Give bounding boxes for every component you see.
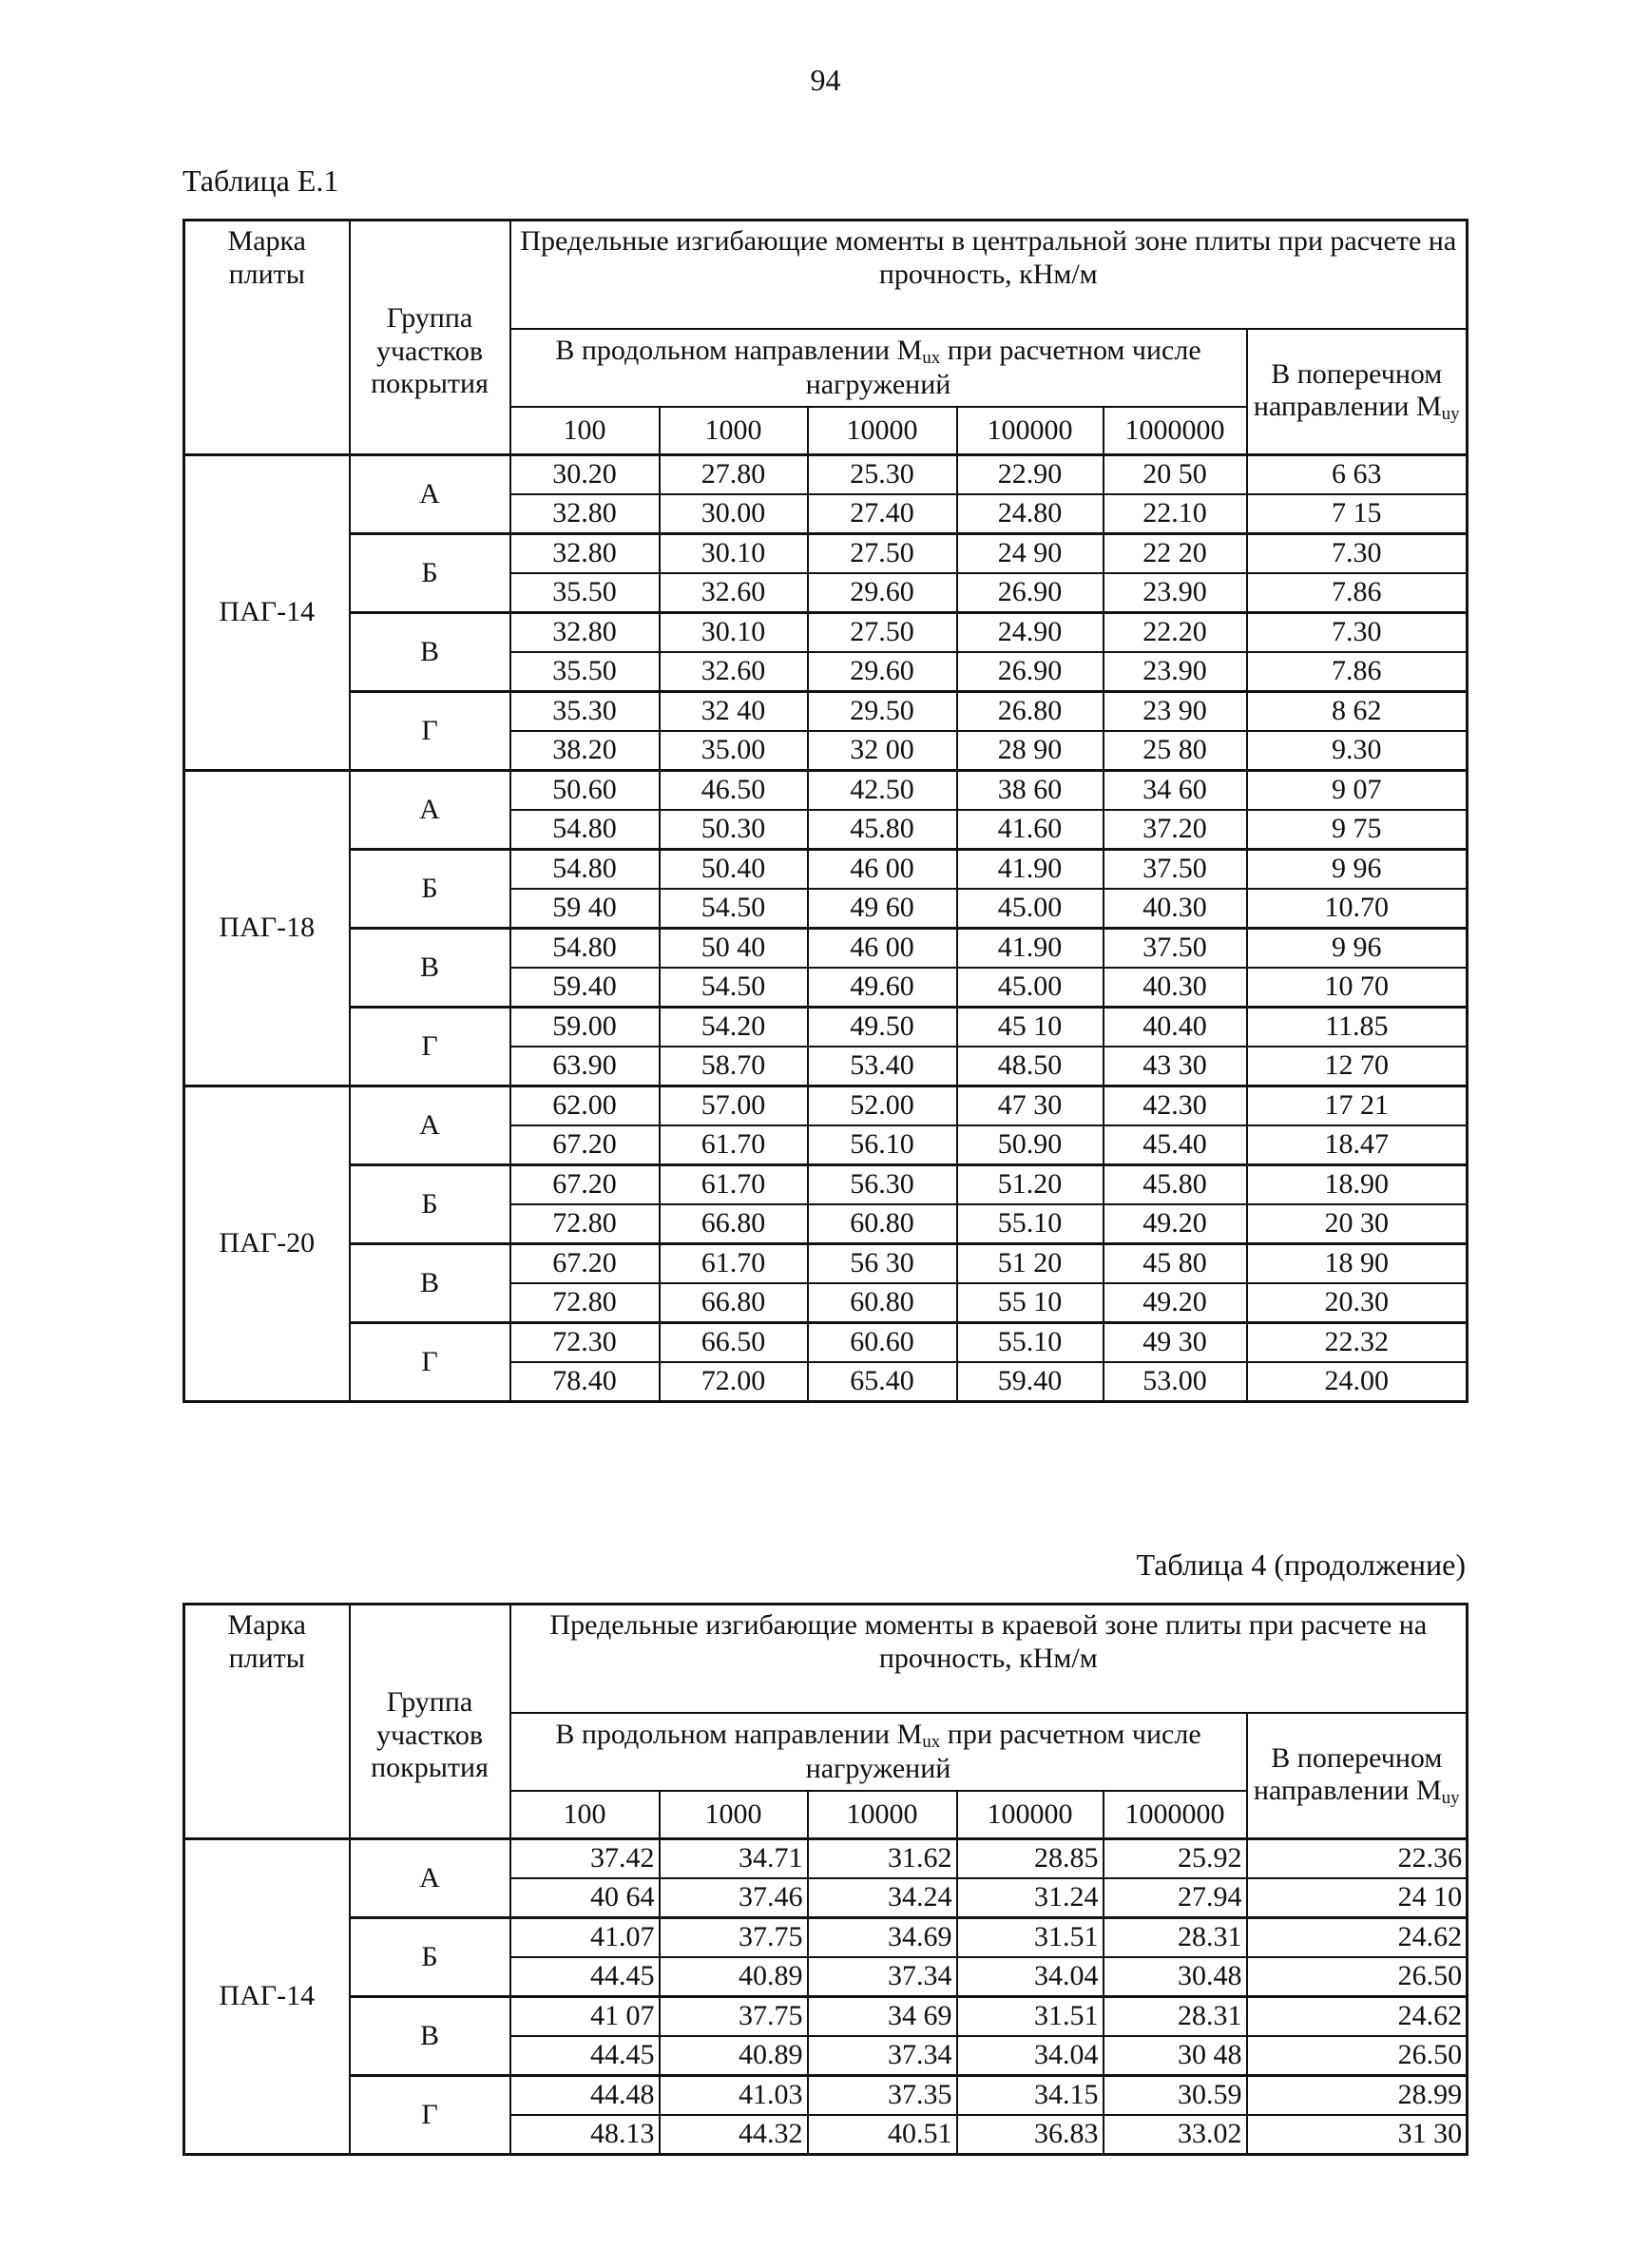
value-cell: 25 80 xyxy=(1104,731,1247,771)
value-cell: 52.00 xyxy=(808,1086,957,1126)
transverse-label: В поперечном направлении M xyxy=(1253,1741,1443,1807)
value-cell: 28.99 xyxy=(1247,2076,1468,2116)
value-cell: 56.30 xyxy=(808,1165,957,1205)
subscript: uy xyxy=(1441,404,1460,425)
value-cell: 41.03 xyxy=(660,2076,808,2116)
value-cell: 37.50 xyxy=(1104,850,1247,890)
value-cell: 34.24 xyxy=(808,1878,957,1918)
value-cell: 34 69 xyxy=(808,1997,957,2037)
value-cell: 7.86 xyxy=(1247,573,1468,613)
value-cell: 23.90 xyxy=(1104,573,1247,613)
table-row xyxy=(184,1839,1468,1879)
cycles-header: 1000 xyxy=(660,407,808,455)
value-cell: 31.24 xyxy=(957,1878,1104,1918)
value-cell: 51 20 xyxy=(957,1244,1104,1284)
value-cell: 37.75 xyxy=(660,1918,808,1958)
value-cell: 30.00 xyxy=(660,494,808,534)
value-cell: 31.62 xyxy=(808,1839,957,1879)
value-cell: 32.60 xyxy=(660,573,808,613)
value-cell: 37.34 xyxy=(808,2036,957,2076)
value-cell: 26.80 xyxy=(957,692,1104,732)
cycles-header: 1000000 xyxy=(1104,1791,1247,1839)
value-cell: 50.30 xyxy=(660,810,808,850)
value-cell: 61.70 xyxy=(660,1244,808,1284)
group-cell: Б xyxy=(350,1918,510,1997)
moments-table-edge xyxy=(182,1603,1469,2156)
value-cell: 29.50 xyxy=(808,692,957,732)
brand-header: Марка плиты xyxy=(184,1605,350,1839)
value-cell: 49 30 xyxy=(1104,1323,1247,1363)
value-cell: 58.70 xyxy=(660,1047,808,1086)
value-cell: 42.50 xyxy=(808,771,957,811)
cycles-header: 1000000 xyxy=(1104,407,1247,455)
group-header: Группа участков покрытия xyxy=(350,221,510,455)
value-cell: 18 90 xyxy=(1247,1244,1468,1284)
value-cell: 45.80 xyxy=(808,810,957,850)
subscript: ux xyxy=(922,1731,941,1752)
value-cell: 48.13 xyxy=(510,2115,660,2155)
value-cell: 22.36 xyxy=(1247,1839,1468,1879)
value-cell: 30.48 xyxy=(1104,1957,1247,1997)
value-cell: 37.75 xyxy=(660,1997,808,2037)
value-cell: 50.90 xyxy=(957,1125,1104,1165)
value-cell: 54.80 xyxy=(510,810,660,850)
value-cell: 53.40 xyxy=(808,1047,957,1086)
value-cell: 60.80 xyxy=(808,1283,957,1323)
value-cell: 27.50 xyxy=(808,534,957,574)
group-cell: Г xyxy=(350,1323,510,1402)
value-cell: 62.00 xyxy=(510,1086,660,1126)
value-cell: 44.48 xyxy=(510,2076,660,2116)
value-cell: 59.00 xyxy=(510,1008,660,1048)
value-cell: 17 21 xyxy=(1247,1086,1468,1126)
value-cell: 26.90 xyxy=(957,573,1104,613)
value-cell: 54.50 xyxy=(660,968,808,1008)
value-cell: 31 30 xyxy=(1247,2115,1468,2155)
value-cell: 41 07 xyxy=(510,1997,660,2037)
cycles-header: 1000 xyxy=(660,1791,808,1839)
value-cell: 45 80 xyxy=(1104,1244,1247,1284)
value-cell: 66.80 xyxy=(660,1204,808,1244)
value-cell: 49.50 xyxy=(808,1008,957,1048)
value-cell: 56 30 xyxy=(808,1244,957,1284)
group-header: Группа участков покрытия xyxy=(350,1605,510,1839)
brand-header: Марка плиты xyxy=(184,221,350,455)
value-cell: 30.10 xyxy=(660,613,808,653)
value-cell: 45.80 xyxy=(1104,1165,1247,1205)
value-cell: 61.70 xyxy=(660,1165,808,1205)
value-cell: 27.40 xyxy=(808,494,957,534)
group-cell: А xyxy=(350,771,510,850)
value-cell: 60.60 xyxy=(808,1323,957,1363)
value-cell: 7 15 xyxy=(1247,494,1468,534)
value-cell: 24.80 xyxy=(957,494,1104,534)
value-cell: 23 90 xyxy=(1104,692,1247,732)
value-cell: 44.45 xyxy=(510,2036,660,2076)
value-cell: 22.10 xyxy=(1104,494,1247,534)
value-cell: 44.32 xyxy=(660,2115,808,2155)
value-cell: 31.51 xyxy=(957,1997,1104,2037)
value-cell: 9 96 xyxy=(1247,850,1468,890)
brand-cell: ПАГ-14 xyxy=(184,1839,350,2155)
value-cell: 49.20 xyxy=(1104,1283,1247,1323)
value-cell: 66.50 xyxy=(660,1323,808,1363)
brand-cell: ПАГ-18 xyxy=(184,771,350,1086)
table-row xyxy=(184,1918,1468,1958)
table-caption: Таблица 4 (продолжение) xyxy=(1136,1547,1466,1582)
value-cell: 34.69 xyxy=(808,1918,957,1958)
value-cell: 27.94 xyxy=(1104,1878,1247,1918)
value-cell: 54.50 xyxy=(660,889,808,929)
header-row xyxy=(184,1605,1468,1714)
transverse-label: В поперечном направлении M xyxy=(1253,357,1443,423)
value-cell: 40.89 xyxy=(660,1957,808,1997)
value-cell: 59.40 xyxy=(510,968,660,1008)
value-cell: 7.86 xyxy=(1247,652,1468,692)
value-cell: 51.20 xyxy=(957,1165,1104,1205)
value-cell: 56.10 xyxy=(808,1125,957,1165)
value-cell: 28 90 xyxy=(957,731,1104,771)
value-cell: 30.20 xyxy=(510,455,660,495)
value-cell: 66.80 xyxy=(660,1283,808,1323)
value-cell: 22.32 xyxy=(1247,1323,1468,1363)
value-cell: 35.50 xyxy=(510,573,660,613)
table-row xyxy=(184,2076,1468,2116)
value-cell: 35.50 xyxy=(510,652,660,692)
value-cell: 34.15 xyxy=(957,2076,1104,2116)
value-cell: 8 62 xyxy=(1247,692,1468,732)
value-cell: 41.90 xyxy=(957,929,1104,969)
moments-table-central xyxy=(182,219,1469,1403)
value-cell: 24 90 xyxy=(957,534,1104,574)
table-row xyxy=(184,1997,1468,2037)
cycles-header: 100 xyxy=(510,407,660,455)
subscript: uy xyxy=(1441,1788,1460,1809)
value-cell: 49.20 xyxy=(1104,1204,1247,1244)
brand-cell: ПАГ-14 xyxy=(184,455,350,771)
main-header: Предельные изгибающие моменты в центральной зоне плиты при расчете на прочность, кНм/м xyxy=(510,221,1468,330)
table-row xyxy=(184,1323,1468,1363)
value-cell: 48.50 xyxy=(957,1047,1104,1086)
value-cell: 50.40 xyxy=(660,850,808,890)
value-cell: 35.00 xyxy=(660,731,808,771)
value-cell: 9.30 xyxy=(1247,731,1468,771)
value-cell: 40.30 xyxy=(1104,968,1247,1008)
value-cell: 67.20 xyxy=(510,1125,660,1165)
value-cell: 34.04 xyxy=(957,1957,1104,1997)
value-cell: 10 70 xyxy=(1247,968,1468,1008)
value-cell: 34.04 xyxy=(957,2036,1104,2076)
value-cell: 29.60 xyxy=(808,573,957,613)
value-cell: 6 63 xyxy=(1247,455,1468,495)
table-row xyxy=(184,771,1468,811)
table-row xyxy=(184,850,1468,890)
value-cell: 25.92 xyxy=(1104,1839,1247,1879)
group-cell: А xyxy=(350,1086,510,1165)
table-row xyxy=(184,613,1468,653)
value-cell: 65.40 xyxy=(808,1362,957,1402)
value-cell: 24.62 xyxy=(1247,1997,1468,2037)
value-cell: 40 64 xyxy=(510,1878,660,1918)
value-cell: 40.51 xyxy=(808,2115,957,2155)
value-cell: 38.20 xyxy=(510,731,660,771)
value-cell: 67.20 xyxy=(510,1165,660,1205)
cycles-header: 10000 xyxy=(808,407,957,455)
value-cell: 72.00 xyxy=(660,1362,808,1402)
group-cell: В xyxy=(350,1997,510,2076)
group-cell: Б xyxy=(350,534,510,613)
value-cell: 45.00 xyxy=(957,889,1104,929)
value-cell: 45.40 xyxy=(1104,1125,1247,1165)
value-cell: 9 75 xyxy=(1247,810,1468,850)
value-cell: 22.90 xyxy=(957,455,1104,495)
main-header: Предельные изгибающие моменты в краевой зоне плиты при расчете на прочность, кНм/м xyxy=(510,1605,1468,1714)
value-cell: 55.10 xyxy=(957,1204,1104,1244)
value-cell: 37.42 xyxy=(510,1839,660,1879)
value-cell: 46 00 xyxy=(808,929,957,969)
value-cell: 50.60 xyxy=(510,771,660,811)
longitudinal-label: В продольном направлении M xyxy=(555,334,923,366)
table-row xyxy=(184,1008,1468,1048)
table-row xyxy=(184,1244,1468,1284)
table-caption: Таблица Е.1 xyxy=(182,163,339,198)
value-cell: 32.80 xyxy=(510,534,660,574)
value-cell: 20 30 xyxy=(1247,1204,1468,1244)
value-cell: 18.90 xyxy=(1247,1165,1468,1205)
group-cell: Г xyxy=(350,2076,510,2155)
value-cell: 9 96 xyxy=(1247,929,1468,969)
value-cell: 61.70 xyxy=(660,1125,808,1165)
longitudinal-header xyxy=(510,1713,1247,1791)
value-cell: 11.85 xyxy=(1247,1008,1468,1048)
value-cell: 72.80 xyxy=(510,1283,660,1323)
group-cell: Г xyxy=(350,692,510,771)
subscript: ux xyxy=(922,347,941,368)
value-cell: 24.90 xyxy=(957,613,1104,653)
table-row xyxy=(184,692,1468,732)
group-cell: В xyxy=(350,1244,510,1323)
value-cell: 22.20 xyxy=(1104,613,1247,653)
group-cell: В xyxy=(350,613,510,692)
value-cell: 55.10 xyxy=(957,1323,1104,1363)
value-cell: 28.85 xyxy=(957,1839,1104,1879)
value-cell: 35.30 xyxy=(510,692,660,732)
table-row xyxy=(184,1165,1468,1205)
brand-cell: ПАГ-20 xyxy=(184,1086,350,1402)
table-row xyxy=(184,929,1468,969)
value-cell: 37.35 xyxy=(808,2076,957,2116)
value-cell: 59 40 xyxy=(510,889,660,929)
value-cell: 31.51 xyxy=(957,1918,1104,1958)
value-cell: 28.31 xyxy=(1104,1997,1247,2037)
value-cell: 18.47 xyxy=(1247,1125,1468,1165)
value-cell: 10.70 xyxy=(1247,889,1468,929)
group-cell: Б xyxy=(350,1165,510,1244)
value-cell: 32.80 xyxy=(510,613,660,653)
value-cell: 47 30 xyxy=(957,1086,1104,1126)
value-cell: 45 10 xyxy=(957,1008,1104,1048)
group-cell: А xyxy=(350,455,510,534)
value-cell: 37.34 xyxy=(808,1957,957,1997)
value-cell: 46 00 xyxy=(808,850,957,890)
group-cell: А xyxy=(350,1839,510,1918)
value-cell: 59.40 xyxy=(957,1362,1104,1402)
value-cell: 78.40 xyxy=(510,1362,660,1402)
value-cell: 26.50 xyxy=(1247,2036,1468,2076)
cycles-header: 10000 xyxy=(808,1791,957,1839)
value-cell: 20.30 xyxy=(1247,1283,1468,1323)
value-cell: 43 30 xyxy=(1104,1047,1247,1086)
value-cell: 37.46 xyxy=(660,1878,808,1918)
value-cell: 54.80 xyxy=(510,850,660,890)
value-cell: 40.30 xyxy=(1104,889,1247,929)
value-cell: 49.60 xyxy=(808,968,957,1008)
value-cell: 34.71 xyxy=(660,1839,808,1879)
value-cell: 22 20 xyxy=(1104,534,1247,574)
cycles-header: 100000 xyxy=(957,407,1104,455)
longitudinal-label-suffix: при расчетном числе нагружений xyxy=(805,334,1201,400)
value-cell: 7.30 xyxy=(1247,613,1468,653)
value-cell: 41.07 xyxy=(510,1918,660,1958)
value-cell: 63.90 xyxy=(510,1047,660,1086)
value-cell: 50 40 xyxy=(660,929,808,969)
cycles-header: 100 xyxy=(510,1791,660,1839)
value-cell: 46.50 xyxy=(660,771,808,811)
value-cell: 33.02 xyxy=(1104,2115,1247,2155)
longitudinal-header xyxy=(510,329,1247,407)
value-cell: 32 40 xyxy=(660,692,808,732)
value-cell: 25.30 xyxy=(808,455,957,495)
value-cell: 24.62 xyxy=(1247,1918,1468,1958)
header-row xyxy=(184,221,1468,330)
table-row xyxy=(184,1086,1468,1126)
value-cell: 24.00 xyxy=(1247,1362,1468,1402)
value-cell: 32 00 xyxy=(808,731,957,771)
value-cell: 28.31 xyxy=(1104,1918,1247,1958)
value-cell: 32.60 xyxy=(660,652,808,692)
value-cell: 23.90 xyxy=(1104,652,1247,692)
value-cell: 41.90 xyxy=(957,850,1104,890)
value-cell: 72.30 xyxy=(510,1323,660,1363)
value-cell: 30.10 xyxy=(660,534,808,574)
value-cell: 36.83 xyxy=(957,2115,1104,2155)
value-cell: 67.20 xyxy=(510,1244,660,1284)
value-cell: 53.00 xyxy=(1104,1362,1247,1402)
table-row xyxy=(184,534,1468,574)
value-cell: 30.59 xyxy=(1104,2076,1247,2116)
value-cell: 44.45 xyxy=(510,1957,660,1997)
value-cell: 7.30 xyxy=(1247,534,1468,574)
value-cell: 27.80 xyxy=(660,455,808,495)
value-cell: 54.80 xyxy=(510,929,660,969)
group-cell: В xyxy=(350,929,510,1008)
transverse-header xyxy=(1247,329,1468,455)
longitudinal-label-suffix: при расчетном числе нагружений xyxy=(805,1718,1201,1784)
value-cell: 49 60 xyxy=(808,889,957,929)
group-cell: Б xyxy=(350,850,510,929)
cycles-header: 100000 xyxy=(957,1791,1104,1839)
value-cell: 24 10 xyxy=(1247,1878,1468,1918)
value-cell: 38 60 xyxy=(957,771,1104,811)
value-cell: 37.50 xyxy=(1104,929,1247,969)
longitudinal-label: В продольном направлении M xyxy=(555,1718,923,1750)
value-cell: 34 60 xyxy=(1104,771,1247,811)
value-cell: 45.00 xyxy=(957,968,1104,1008)
value-cell: 32.80 xyxy=(510,494,660,534)
transverse-header xyxy=(1247,1713,1468,1839)
value-cell: 40.89 xyxy=(660,2036,808,2076)
value-cell: 60.80 xyxy=(808,1204,957,1244)
value-cell: 72.80 xyxy=(510,1204,660,1244)
value-cell: 40.40 xyxy=(1104,1008,1247,1048)
value-cell: 27.50 xyxy=(808,613,957,653)
value-cell: 26.50 xyxy=(1247,1957,1468,1997)
value-cell: 29.60 xyxy=(808,652,957,692)
value-cell: 54.20 xyxy=(660,1008,808,1048)
value-cell: 9 07 xyxy=(1247,771,1468,811)
value-cell: 42.30 xyxy=(1104,1086,1247,1126)
value-cell: 30 48 xyxy=(1104,2036,1247,2076)
value-cell: 57.00 xyxy=(660,1086,808,1126)
value-cell: 41.60 xyxy=(957,810,1104,850)
value-cell: 12 70 xyxy=(1247,1047,1468,1086)
group-cell: Г xyxy=(350,1008,510,1086)
value-cell: 55 10 xyxy=(957,1283,1104,1323)
page-number: 94 xyxy=(810,63,841,97)
value-cell: 37.20 xyxy=(1104,810,1247,850)
value-cell: 26.90 xyxy=(957,652,1104,692)
value-cell: 20 50 xyxy=(1104,455,1247,495)
table-row xyxy=(184,455,1468,495)
